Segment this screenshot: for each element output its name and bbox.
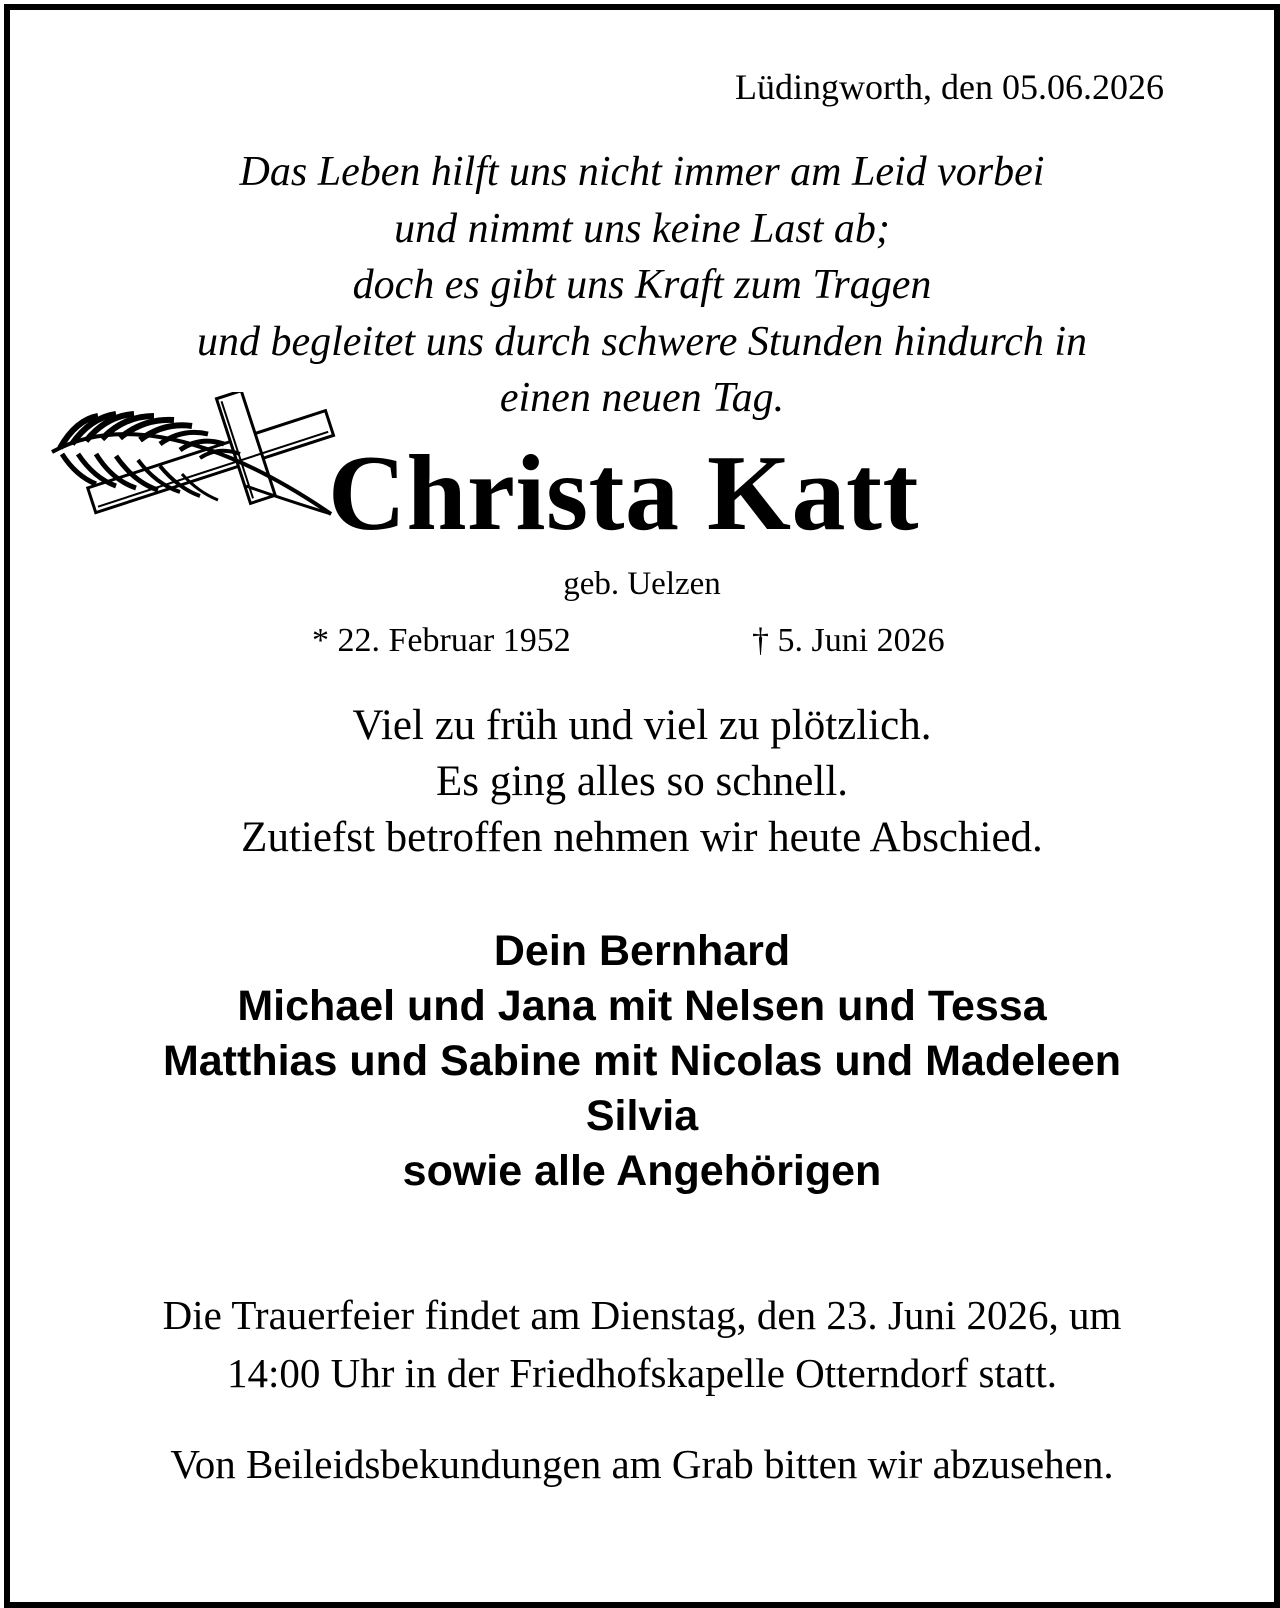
mourner-line: Silvia xyxy=(585,1092,699,1140)
mourners-list xyxy=(10,924,1274,1199)
ceremony-line: 14:00 Uhr in der Friedhofskapelle Otterndorf statt. xyxy=(226,1350,1058,1396)
quote-line: Es ging alles so schnell. xyxy=(435,758,849,805)
memorial-poem xyxy=(10,144,1274,427)
death-date: † 5. Juni 2026 xyxy=(752,622,945,659)
farewell-quote xyxy=(10,698,1274,866)
birth-date: * 22. Februar 1952 xyxy=(312,622,571,659)
poem-line: und nimmt uns keine Last ab; xyxy=(394,205,890,252)
mourner-line: Dein Bernhard xyxy=(493,927,791,975)
birth-name: geb. Uelzen xyxy=(563,566,721,602)
mourner-line: sowie alle Angehörigen xyxy=(402,1147,882,1195)
quote-line: Viel zu früh und viel zu plötzlich. xyxy=(352,702,932,749)
ceremony-line: Die Trauerfeier findet am Dienstag, den 23. Juni 2026, um xyxy=(162,1292,1122,1338)
poem-line: doch es gibt uns Kraft zum Tragen xyxy=(352,262,932,308)
poem-line: Das Leben hilft uns nicht immer am Leid vorbei xyxy=(239,149,1045,195)
quote-line: Zutiefst betroffen nehmen wir heute Abschied. xyxy=(241,814,1043,861)
mourner-line: Michael und Jana mit Nelsen und Tessa xyxy=(237,982,1047,1030)
deceased-name: Christa Katt xyxy=(328,434,919,553)
obituary-notice xyxy=(4,4,1280,1608)
mourner-line: Matthias und Sabine mit Nicolas und Madeleen xyxy=(162,1037,1122,1085)
poem-line: und begleitet uns durch schwere Stunden hindurch in xyxy=(196,318,1088,365)
funeral-ceremony-info xyxy=(10,1286,1274,1402)
condolence-note: Von Beileidsbekundungen am Grab bitten wir abzusehen. xyxy=(170,1441,1114,1487)
cross-with-palm-branch-icon xyxy=(46,392,336,532)
poem-line: einen neuen Tag. xyxy=(499,375,785,421)
place-date: Lüdingworth, den 05.06.2026 xyxy=(735,67,1164,107)
